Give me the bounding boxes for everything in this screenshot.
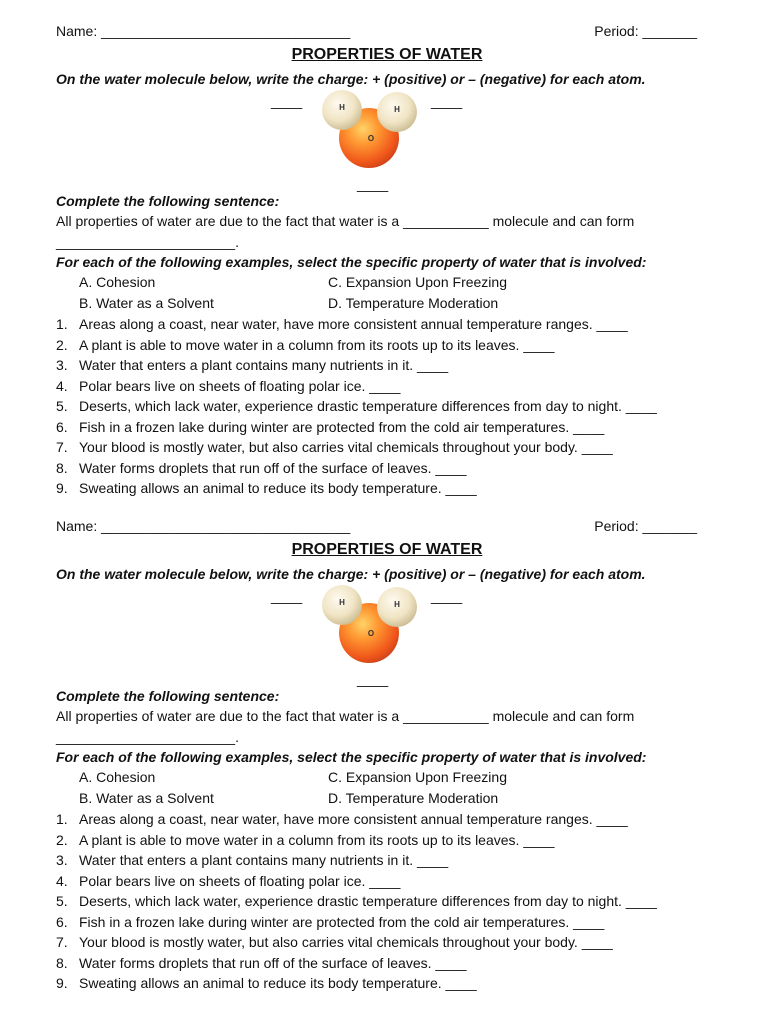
question-number: 8. [56, 459, 68, 476]
question-number: 6. [56, 418, 68, 435]
option-c: C. Expansion Upon Freezing [328, 274, 507, 290]
hydrogen-left-label: H [339, 103, 345, 112]
water-molecule-image [318, 581, 420, 667]
question-number: 2. [56, 831, 68, 848]
hydrogen-right-label: H [394, 105, 400, 114]
examples-heading: For each of the following examples, select the specific property of water that is involved: [56, 254, 647, 270]
question-text: Deserts, which lack water, experience drastic temperature differences from day to night. ____ [79, 893, 657, 909]
hydrogen-left-label: H [339, 598, 345, 607]
sentence-line-2[interactable]: _______________________. [56, 234, 239, 250]
question-item[interactable] [56, 892, 657, 913]
hydrogen-right-charge-blank[interactable]: ____ [431, 93, 463, 109]
question-number: 5. [56, 893, 68, 909]
question-item[interactable] [56, 872, 657, 893]
question-text: Deserts, which lack water, experience drastic temperature differences from day to night. ____ [79, 398, 657, 414]
name-field[interactable]: Name: ________________________________ [56, 23, 351, 39]
period-field[interactable]: Period: _______ [594, 23, 697, 39]
hydrogen-left-charge-blank[interactable]: ____ [271, 588, 303, 604]
question-item[interactable] [56, 810, 657, 831]
option-a: A. Cohesion [79, 274, 156, 290]
question-number: 3. [56, 852, 68, 868]
sentence-line-1[interactable]: All properties of water are due to the fact that water is a ___________ molecule and can form [56, 708, 635, 724]
question-item[interactable] [56, 336, 657, 357]
question-item[interactable] [56, 933, 657, 954]
question-item[interactable] [56, 397, 657, 418]
hydrogen-right-charge-blank[interactable]: ____ [431, 588, 463, 604]
question-number: 8. [56, 954, 68, 971]
period-field[interactable]: Period: _______ [594, 518, 697, 534]
hydrogen-left-charge-blank[interactable]: ____ [271, 93, 303, 109]
page-title: PROPERTIES OF WATER [291, 541, 483, 558]
question-number: 7. [56, 439, 68, 455]
question-number: 1. [56, 811, 68, 827]
sentence-line-2[interactable]: _______________________. [56, 729, 239, 745]
question-item[interactable] [56, 913, 657, 934]
question-number: 3. [56, 357, 68, 373]
oxygen-charge-blank[interactable]: ____ [357, 176, 389, 192]
question-number: 9. [56, 975, 68, 991]
question-item[interactable] [56, 954, 657, 975]
question-item[interactable] [56, 356, 657, 377]
complete-sentence-heading: Complete the following sentence: [56, 193, 280, 209]
question-item[interactable] [56, 418, 657, 439]
question-text: Water that enters a plant contains many nutrients in it. ____ [79, 852, 449, 868]
question-text: Polar bears live on sheets of floating polar ice. ____ [79, 872, 401, 889]
question-text: A plant is able to move water in a column from its roots up to its leaves. ____ [79, 831, 555, 848]
question-text: Sweating allows an animal to reduce its body temperature. ____ [79, 480, 477, 496]
option-b: B. Water as a Solvent [79, 295, 214, 311]
question-text: Water forms droplets that run off of the surface of leaves. ____ [79, 459, 467, 476]
question-number: 6. [56, 913, 68, 930]
question-text: Your blood is mostly water, but also carries vital chemicals throughout your body. ____ [79, 439, 613, 455]
oxygen-label: O [367, 134, 375, 143]
question-number: 2. [56, 336, 68, 353]
option-a: A. Cohesion [79, 769, 156, 785]
question-text: A plant is able to move water in a column from its roots up to its leaves. ____ [79, 336, 555, 353]
question-item[interactable] [56, 459, 657, 480]
molecule-instruction: On the water molecule below, write the charge: + (positive) or – (negative) for each atom. [56, 566, 646, 582]
hydrogen-right-label: H [394, 600, 400, 609]
question-number: 7. [56, 934, 68, 950]
question-text: Water that enters a plant contains many nutrients in it. ____ [79, 357, 449, 373]
question-text: Fish in a frozen lake during winter are protected from the cold air temperatures. ____ [79, 913, 605, 930]
question-number: 4. [56, 872, 68, 889]
question-text: Areas along a coast, near water, have more consistent annual temperature ranges. ____ [79, 316, 628, 332]
question-text: Fish in a frozen lake during winter are protected from the cold air temperatures. ____ [79, 418, 605, 435]
option-d: D. Temperature Moderation [328, 790, 499, 806]
worksheet-copy-2 [0, 515, 768, 1010]
name-field[interactable]: Name: ________________________________ [56, 518, 351, 534]
oxygen-label: O [367, 629, 375, 638]
molecule-instruction: On the water molecule below, write the charge: + (positive) or – (negative) for each atom. [56, 71, 646, 87]
page-title: PROPERTIES OF WATER [291, 46, 483, 63]
question-number: 1. [56, 316, 68, 332]
option-d: D. Temperature Moderation [328, 295, 499, 311]
question-list [56, 810, 657, 995]
option-b: B. Water as a Solvent [79, 790, 214, 806]
worksheet-copy-1 [0, 20, 768, 515]
question-item[interactable] [56, 831, 657, 852]
complete-sentence-heading: Complete the following sentence: [56, 688, 280, 704]
question-item[interactable] [56, 438, 657, 459]
water-molecule-image [318, 86, 420, 172]
question-text: Polar bears live on sheets of floating polar ice. ____ [79, 377, 401, 394]
question-number: 4. [56, 377, 68, 394]
question-text: Your blood is mostly water, but also carries vital chemicals throughout your body. ____ [79, 934, 613, 950]
question-item[interactable] [56, 479, 657, 500]
question-text: Areas along a coast, near water, have more consistent annual temperature ranges. ____ [79, 811, 628, 827]
question-item[interactable] [56, 315, 657, 336]
question-item[interactable] [56, 377, 657, 398]
question-item[interactable] [56, 851, 657, 872]
examples-heading: For each of the following examples, select the specific property of water that is involved: [56, 749, 647, 765]
question-text: Sweating allows an animal to reduce its body temperature. ____ [79, 975, 477, 991]
question-number: 5. [56, 398, 68, 414]
oxygen-charge-blank[interactable]: ____ [357, 671, 389, 687]
sentence-line-1[interactable]: All properties of water are due to the fact that water is a ___________ molecule and can form [56, 213, 635, 229]
question-item[interactable] [56, 974, 657, 995]
option-c: C. Expansion Upon Freezing [328, 769, 507, 785]
question-number: 9. [56, 480, 68, 496]
question-list [56, 315, 657, 500]
question-text: Water forms droplets that run off of the surface of leaves. ____ [79, 954, 467, 971]
